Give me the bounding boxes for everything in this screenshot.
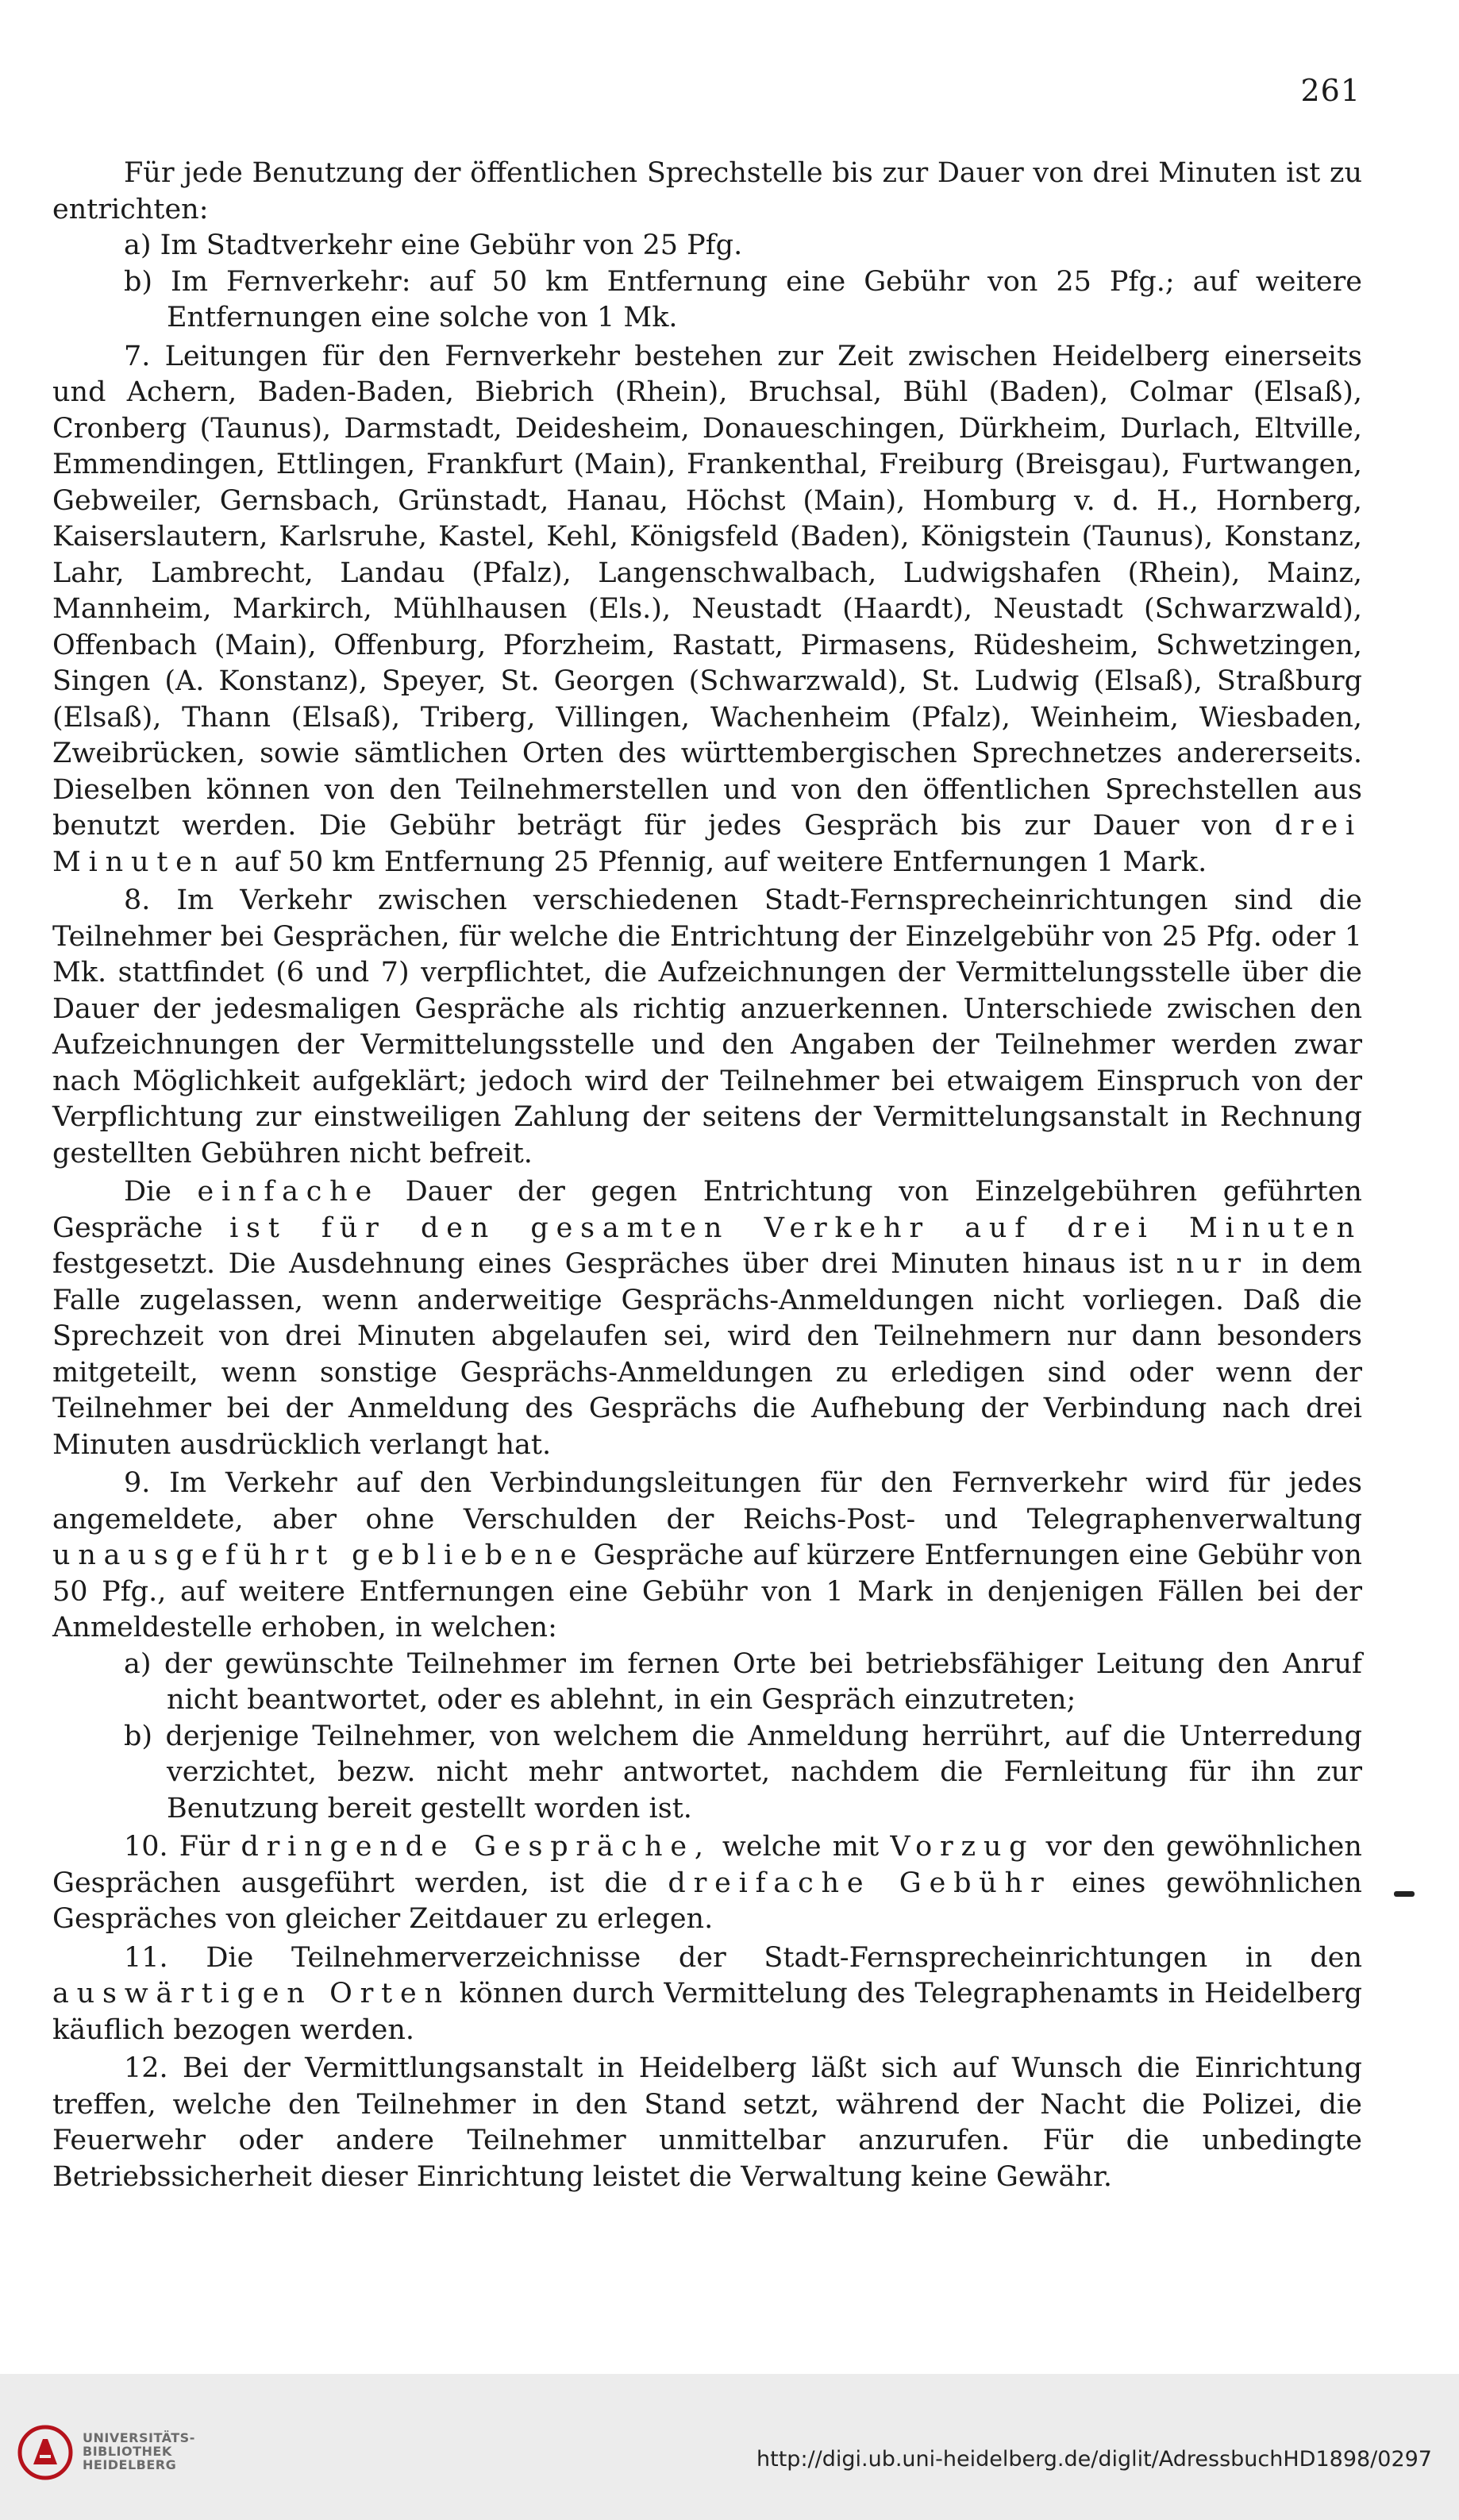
- paragraph-9-emphasis: unausgeführt gebliebene: [52, 1539, 585, 1571]
- paragraph-7: [52, 339, 1362, 881]
- paragraph-8b-emphasis-1: einfache: [197, 1176, 380, 1208]
- logo-line-3: HEIDELBERG: [83, 2457, 177, 2472]
- paragraph-11: [52, 1940, 1362, 2049]
- paragraph-10-emphasis-2: Vorzug: [890, 1831, 1035, 1863]
- logo-line-1: UNIVERSITÄTS-: [83, 2430, 195, 2445]
- paragraph-7-emphasis: drei Minuten: [52, 810, 1362, 878]
- source-url: [756, 2447, 1432, 2472]
- paragraph-8b-emphasis-3: nur: [1176, 1248, 1249, 1280]
- paragraph-10-emphasis-3: dreifache Gebühr: [668, 1867, 1052, 1899]
- paragraph-11-emphasis: auswärtigen Orten: [52, 1978, 450, 2009]
- source-url-link[interactable]: http://digi.ub.uni-heidelberg.de/diglit/AdressbuchHD1898/0297: [756, 2447, 1432, 2472]
- paragraph-10-emphasis-1: dringende Gespräche,: [241, 1831, 711, 1863]
- page-number: 261: [1300, 73, 1361, 108]
- paragraph-10-mid-2: vor den gewöhnlichen Gesprächen ausgeführt werden, ist die: [52, 1831, 1362, 1899]
- paragraph-11-end: können durch Vermittelung des Telegraphenamts in Heidelberg käuflich bezogen werden.: [52, 1978, 1362, 2046]
- paragraph-9-end: Gespräche auf kürzere Entfernungen eine Gebühr von 50 Pfg., auf weitere Entfernungen eine Gebühr von 1 Mark in denjenigen Fällen bei der Anmeldestelle erhoben, in welchen:: [52, 1539, 1362, 1643]
- list-item-9b: b) derjenige Teilnehmer, von welchem die Anmeldung herrührt, auf die Unterredung verzichtet, bezw. nicht mehr antwortet, nachdem die Fernleitung für ihn zur Benutzung bereit gestellt worden ist.: [124, 1720, 1362, 1824]
- list-item-b-fernverkehr: b) Im Fernverkehr: auf 50 km Entfernung eine Gebühr von 25 Pfg.; auf weitere Entfernungen eine solche von 1 Mk.: [124, 265, 1362, 333]
- footer-bar: [0, 2374, 1459, 2520]
- paragraph-8: 8. Im Verkehr zwischen verschiedenen Stadt-Fernsprecheinrichtungen sind die Teilnehmer bei Gesprächen, für welche die Entrichtung der Einzelgebühr von 25 Pfg. oder 1 Mk. stattfindet (6 und 7) verpflichtet, die Aufzeichnungen der Vermittelungsstelle über die Dauer der jedesmaligen Gespräche als richtig anzuerkennen. Unterschiede zwischen den Aufzeichnungen der Vermittelungsstelle und den Angaben der Teilnehmer werden zwar nach Möglichkeit aufgeklärt; jedoch wird der Teilnehmer bei etwaigem Einspruch von der Verpflichtung zur einstweiligen Zahlung der seitens der Vermittelungsanstalt in Rechnung gestellten Gebühren nicht befreit.: [52, 884, 1362, 1169]
- paragraph-8b-start: Die: [124, 1176, 171, 1208]
- library-logo-text: [83, 2431, 195, 2472]
- university-seal-icon: [17, 2425, 73, 2480]
- paragraph-intro: Für jede Benutzung der öffentlichen Sprechstelle bis zur Dauer von drei Minuten ist zu entrichten:: [52, 157, 1362, 225]
- paragraph-8b: [52, 1174, 1362, 1463]
- paragraph-10: [52, 1829, 1362, 1938]
- list-item-a-stadtverkehr: a) Im Stadtverkehr eine Gebühr von 25 Pfg.: [124, 229, 743, 261]
- margin-mark: [1394, 1891, 1415, 1897]
- paragraph-9-start: 9. Im Verkehr auf den Verbindungsleitungen für den Fernverkehr wird für jedes angemeldete, aber ohne Verschulden der Reichs-Post- und Telegraphenverwaltung: [52, 1467, 1362, 1536]
- document-body: [52, 156, 1362, 2195]
- paragraph-7-main: 7. Leitungen für den Fernverkehr bestehen zur Zeit zwischen Heidelberg einerseits und Achern, Baden-Baden, Biebrich (Rhein), Bruchsal, Bühl (Baden), Colmar (Elsaß), Cronberg (Taunus), Darmstadt, Deidesheim, Donaueschingen, Dürkheim, Durlach, Eltville, Emmendingen, Ettlingen, Frankfurt (Main), Frankenthal, Freiburg (Breisgau), Furtwangen, Gebweiler, Gernsbach, Grünstadt, Hanau, Höchst (Main), Homburg v. d. H., Hornberg, Kaiserslautern, Karlsruhe, Kastel, Kehl, Königsfeld (Baden), Königstein (Taunus), Konstanz, Lahr, Lambrecht, Landau (Pfalz), Langenschwalbach, Ludwigshafen (Rhein), Mainz, Mannheim, Markirch, Mühlhausen (Els.), Neustadt (Haardt), Neustadt (Schwarzwald), Offenbach (Main), Offenburg, Pforzheim, Rastatt, Pirmasens, Rüdesheim, Schwetzingen, Singen (A. Konstanz), Speyer, St. Georgen (Schwarzwald), St. Ludwig (Elsaß), Straßburg (Elsaß), Thann (Elsaß), Triberg, Villingen, Wachenheim (Pfalz), Weinheim, Wiesbaden, Zweibrücken, sowie sämtlichen Orten des württembergischen Sprechnetzes andererseits. Dieselben können von den Teilnehmerstellen und von den öffentlichen Sprechstellen aus benutzt werden. Die Gebühr beträgt für jedes Gespräch bis zur Dauer von: [52, 340, 1362, 842]
- list-item-9a: a) der gewünschte Teilnehmer im fernen Orte bei betriebsfähiger Leitung den Anruf nicht beantwortet, oder es ablehnt, in ein Gespräch einzutreten;: [124, 1647, 1362, 1716]
- paragraph-10-start: 10. Für: [124, 1831, 230, 1863]
- paragraph-8b-mid-1: Dauer der gegen Entrichtung von Einzelgebühren geführten Gespräche: [52, 1176, 1362, 1244]
- paragraph-8b-emphasis-2: ist für den gesamten Verkehr auf drei Minuten: [229, 1212, 1362, 1244]
- paragraph-12: 12. Bei der Vermittlungsanstalt in Heidelberg läßt sich auf Wunsch die Einrichtung treffen, welche den Teilnehmer in den Stand setzt, während der Nacht die Polizei, die Feuerwehr oder andere Teilnehmer unmittelbar anzurufen. Für die unbedingte Betriebssicherheit dieser Einrichtung leistet die Verwaltung keine Gewähr.: [52, 2052, 1362, 2193]
- paragraph-8b-mid-2: festgesetzt. Die Ausdehnung eines Gespräches über drei Minuten hinaus ist: [52, 1248, 1164, 1280]
- paragraph-7-end: auf 50 km Entfernung 25 Pfennig, auf weitere Entfernungen 1 Mark.: [234, 846, 1207, 878]
- paragraph-10-mid-1: welche mit: [722, 1831, 880, 1863]
- paragraph-9: [52, 1466, 1362, 1647]
- paragraph-8b-end: in dem Falle zugelassen, wenn anderweitige Gesprächs-Anmeldungen nicht vorliegen. Daß die Sprechzeit von drei Minuten abgelaufen sei, wird den Teilnehmern nur dann besonders mitgeteilt, wenn sonstige Gesprächs-Anmeldungen zu erledigen sind oder wenn der Teilnehmer bei der Anmeldung des Gesprächs die Aufhebung der Verbindung nach drei Minuten ausdrücklich verlangt hat.: [52, 1248, 1362, 1461]
- logo-line-2: BIBLIOTHEK: [83, 2444, 172, 2459]
- paragraph-11-start: 11. Die Teilnehmerverzeichnisse der Stadt-Fernsprecheinrichtungen in den: [124, 1941, 1362, 1974]
- paragraph-10-end: eines gewöhnlichen Gespräches von gleicher Zeitdauer zu erlegen.: [52, 1867, 1362, 1935]
